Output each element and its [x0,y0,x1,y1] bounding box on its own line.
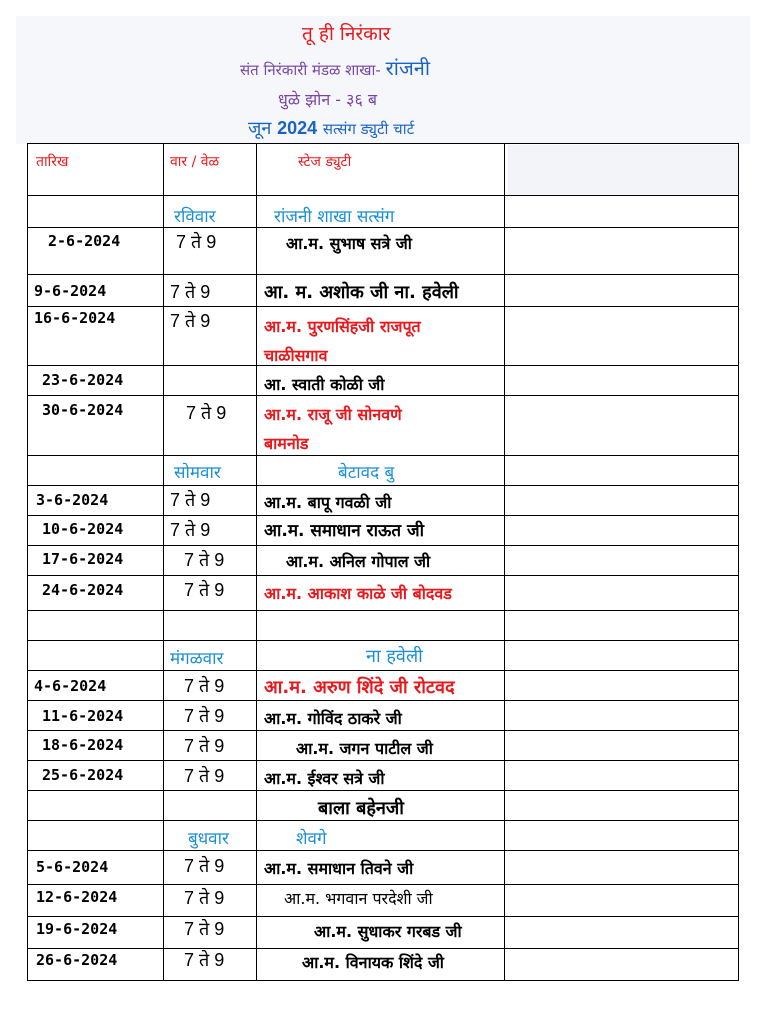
row-time: 7 ते 9 [184,676,225,696]
row-date: 24-6-2024 [42,581,124,599]
row-duty: आ.म. जगन पाटील जी [296,739,433,758]
row-time: 7 ते 9 [184,888,225,908]
row-duty: आ.म. राजू जी सोनवणे [264,405,402,424]
section-place: ना हवेली [366,646,423,667]
row-duty: आ.म. सुभाष सत्रे जी [286,234,412,253]
row-date: 26-6-2024 [36,951,118,969]
row-divider [28,884,738,885]
row-duty: आ.म. भगवान परदेशी जी [284,889,433,908]
row-divider [28,820,738,821]
row-time: 7 ते 9 [170,490,211,510]
row-date: 5-6-2024 [36,858,109,876]
row-divider [28,227,738,228]
row-time: 7 ते 9 [184,919,225,939]
row-time: 7 ते 9 [186,403,227,423]
row-duty: आ.म. अनिल गोपाल जी [286,552,431,571]
year: 2024 [277,118,318,138]
col-divider [504,144,505,980]
row-time: 7 ते 9 [184,950,225,970]
row-duty: आ.म. पुरणसिंहजी राजपूत [264,317,421,336]
chart-title: सत्संग ड्युटी चार्ट [322,120,415,138]
row-divider [28,948,738,949]
row-duty: आ.म. समाधान राऊत जी [264,521,424,541]
row-divider [28,760,738,761]
col-header-date: तारिख [36,154,69,170]
section-place: बेटावद बु [338,463,395,483]
row-divider [28,916,738,917]
row-date: 16-6-2024 [34,309,116,327]
section-day: मंगळवार [170,649,224,669]
row-duty: आ. म. अशोक जी ना. हवेली [264,282,459,303]
section-day: रविवार [174,207,216,227]
duty-table [27,143,739,981]
header-line-3: धुळे झोन - ३६ ब [278,90,378,109]
row-duty: आ.म. गोविंद ठाकरे जी [264,709,402,728]
section-place: रांजनी शाखा सत्संग [274,207,395,227]
row-date: 3-6-2024 [36,491,109,509]
row-divider [28,850,738,851]
extra-note: बाला बहेनजी [318,798,404,819]
row-duty-line-2: बामनोड [264,434,309,453]
cell-tint [508,145,738,195]
row-duty: आ.म. ईश्वर सत्रे जी [264,769,385,788]
row-date: 23-6-2024 [42,371,124,389]
row-date: 10-6-2024 [42,520,124,538]
row-date: 4-6-2024 [34,677,107,695]
row-divider [28,515,738,516]
row-divider [28,485,738,486]
header-line-1: तू ही निरंकार [302,23,391,45]
row-time: 7 ते 9 [170,282,211,302]
row-divider [28,365,738,366]
row-duty: आ.म. सुधाकर गरबड जी [314,922,462,941]
row-divider [28,790,738,791]
row-date: 2-6-2024 [48,232,121,250]
row-divider [28,730,738,731]
row-divider [28,274,738,275]
row-divider [28,670,738,671]
row-time: 7 ते 9 [170,520,211,540]
row-date: 12-6-2024 [36,888,118,906]
row-time: 7 ते 9 [176,232,217,252]
row-time: 7 ते 9 [184,736,225,756]
col-divider [163,144,164,980]
row-time: 7 ते 9 [184,766,225,786]
row-duty: आ.म. आकाश काळे जी बोदवड [264,584,452,603]
row-date: 19-6-2024 [36,920,118,938]
section-day: सोमवार [174,463,221,483]
row-date: 25-6-2024 [42,766,124,784]
col-header-duty: स्टेज ड्युटी [298,154,352,170]
col-header-day-time: वार / वेळ [170,154,220,170]
row-duty: आ.म. बापू गवळी जी [264,493,392,512]
header-line-4 [248,116,414,140]
col-divider [256,144,257,980]
row-time: 7 ते 9 [184,550,225,570]
row-divider [28,700,738,701]
row-duty: आ.म. विनायक शिंदे जी [302,953,444,972]
row-time: 7 ते 9 [184,580,225,600]
row-divider [28,395,738,396]
row-divider [28,455,738,456]
row-divider [28,545,738,546]
row-divider [28,640,738,641]
row-divider [28,610,738,611]
row-time: 7 ते 9 [184,856,225,876]
header-line-2 [240,54,430,81]
row-divider [28,195,738,196]
branch-prefix: संत निरंकारी मंडळ शाखा- [240,61,381,79]
row-date: 9-6-2024 [34,282,107,300]
row-divider [28,575,738,576]
row-duty: आ.म. समाधान तिवने जी [264,859,414,878]
row-time: 7 ते 9 [170,311,211,331]
row-date: 30-6-2024 [42,401,124,419]
section-day: बुधवार [188,829,229,849]
row-duty-line-2: चाळीसगाव [264,346,328,365]
row-date: 17-6-2024 [42,550,124,568]
month: जून [248,118,272,139]
section-place: शेवगे [296,829,327,849]
row-divider [28,306,738,307]
row-duty: आ. स्वाती कोळी जी [264,375,385,394]
row-date: 18-6-2024 [42,736,124,754]
row-time: 7 ते 9 [184,706,225,726]
row-date: 11-6-2024 [42,707,124,725]
row-duty: आ.म. अरुण शिंदे जी रोटवद [264,677,455,698]
branch-name: रांजनी [385,56,431,80]
